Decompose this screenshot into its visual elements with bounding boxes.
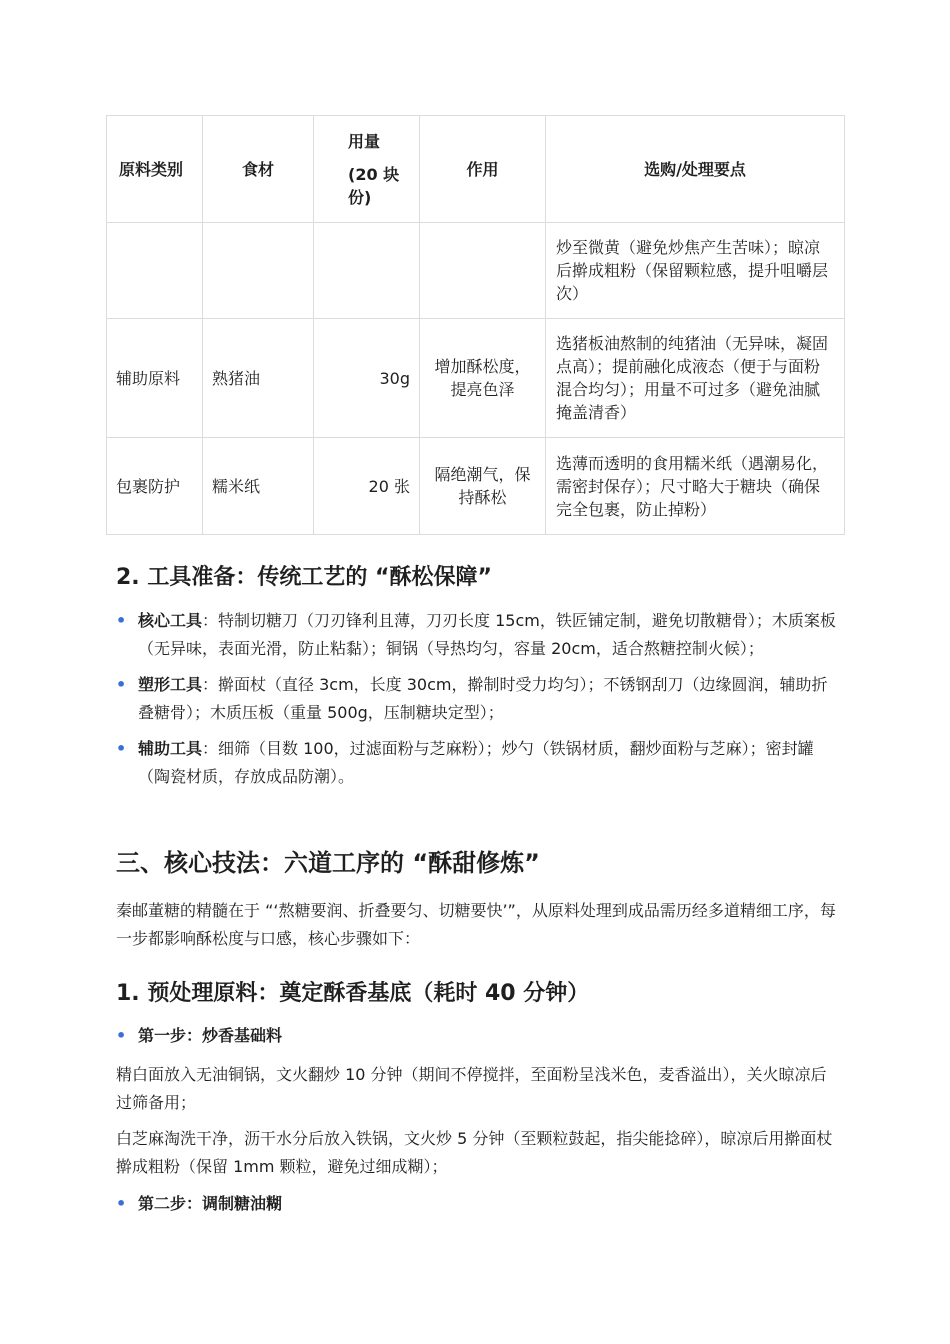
cell-ingredient: 糯米纸 [203,438,314,535]
list-item [116,607,836,663]
header-quantity-line3: 份) [348,187,372,207]
table-header-row [107,116,845,223]
cell-quantity [314,223,420,319]
ingredient-table [106,115,845,535]
cell-category: 包裹防护 [107,438,203,535]
cell-category [107,223,203,319]
cell-quantity: 30g [314,319,420,438]
table-row [107,319,845,438]
header-category: 原料类别 [107,116,203,223]
cell-function [420,223,546,319]
table-row [107,223,845,319]
list-item [116,735,836,791]
list-item-text: ：特制切糖刀（刀刃锋利且薄，刀刃长度 15cm，铁匠铺定制，避免切散糖骨）；木质案板（无异味，表面光滑，防止粘黏）；铜锅（导热均匀，容量 20cm，适合熬糖控制火候）； [138,611,836,658]
section-heading-tools: 2. 工具准备：传统工艺的 “酥松保障” [116,565,492,590]
cell-ingredient [203,223,314,319]
core-intro: 秦邮董糖的精髓在于 “‘熬糖要润、折叠要匀、切糖要快’”，从原料处理到成品需历经多道精细工序，每一步都影响酥松度与口感，核心步骤如下： [116,901,836,948]
step-heading-2-text: 第二步：调制糖油糊 [138,1194,283,1213]
list-item-label: 核心工具 [138,611,203,630]
header-function: 作用 [420,116,546,223]
header-quantity-line1: 用量 [348,131,381,151]
list-item-label: 辅助工具 [138,739,203,758]
paragraph-sesame: 白芝麻淘洗干净，沥干水分后放入铁锅，文火炒 5 分钟（至颗粒鼓起，指尖能捻碎），晾凉后用擀面杖擀成粗粉（保留 1mm 颗粒，避免过细成糊）； [116,1129,833,1176]
list-item-text: ：细筛（目数 100，过滤面粉与芝麻粉）；炒勺（铁锅材质，翻炒面粉与芝麻）；密封罐（陶瓷材质，存放成品防潮）。 [138,739,814,786]
section-heading-preprocess: 1. 预处理原料：奠定酥香基底（耗时 40 分钟） [116,981,590,1006]
table-row [107,438,845,535]
cell-category: 辅助原料 [107,319,203,438]
section-heading-core: 三、核心技法：六道工序的 “酥甜修炼” [116,849,540,877]
cell-function: 隔绝潮气，保持酥松 [420,438,546,535]
paragraph-flour: 精白面放入无油铜锅，文火翻炒 10 分钟（期间不停搅拌，至面粉呈浅米色，麦香溢出），关火晾凉后过筛备用； [116,1065,827,1112]
header-ingredient: 食材 [203,116,314,223]
bullet-icon: • [116,739,127,758]
cell-tips: 炒至微黄（避免炒焦产生苦味）；晾凉后擀成粗粉（保留颗粒感，提升咀嚼层次） [546,223,845,319]
cell-function: 增加酥松度，提亮色泽 [420,319,546,438]
step-heading-2 [116,1190,282,1218]
cell-tips: 选猪板油熬制的纯猪油（无异味，凝固点高）；提前融化成液态（便于与面粉混合均匀）；用量不可过多（避免油腻掩盖清香） [546,319,845,438]
header-quantity-line2: (20 块 [348,164,400,184]
cell-tips: 选薄而透明的食用糯米纸（遇潮易化，需密封保存）；尺寸略大于糖块（确保完全包裹，防止掉粉） [546,438,845,535]
header-tips: 选购/处理要点 [546,116,845,223]
bullet-icon: • [116,675,127,694]
bullet-icon: • [116,1026,127,1045]
list-item-label: 塑形工具 [138,675,203,694]
step-heading-1-text: 第一步：炒香基础料 [138,1026,283,1045]
bullet-icon: • [116,611,127,630]
bullet-icon: • [116,1194,127,1213]
header-quantity [314,116,420,223]
tools-list [116,607,836,799]
list-item-text: ：擀面杖（直径 3cm，长度 30cm，擀制时受力均匀）；不锈钢刮刀（边缘圆润，辅助折叠糖骨）；木质压板（重量 500g，压制糖块定型）； [138,675,828,722]
list-item [116,671,836,727]
cell-quantity: 20 张 [314,438,420,535]
cell-ingredient: 熟猪油 [203,319,314,438]
step-heading-1 [116,1022,282,1050]
